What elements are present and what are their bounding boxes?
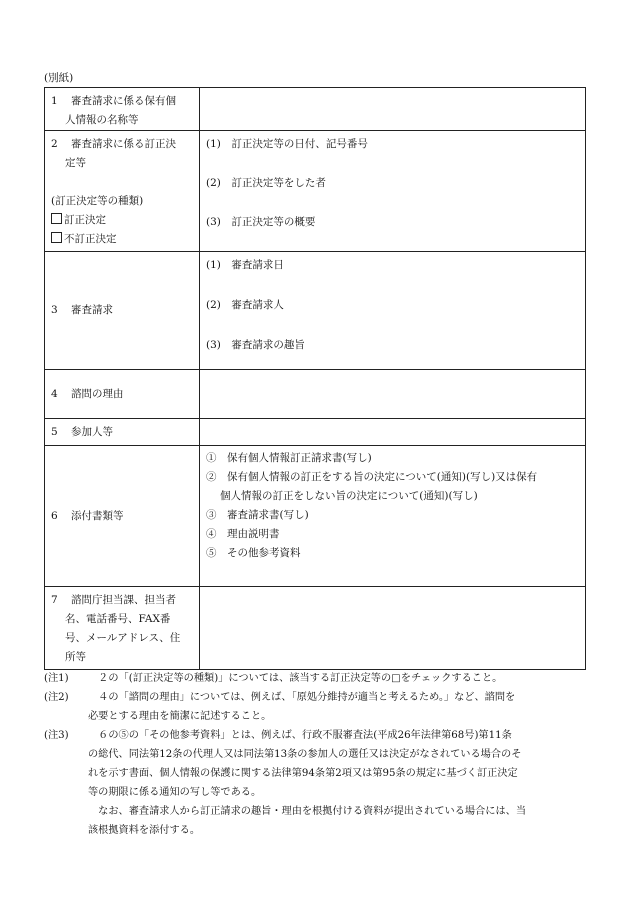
attachment-item: ① 保有個人情報訂正請求書(写し) [206,452,372,464]
row-label-line: 号、メールアドレス、住 [65,632,181,644]
row-number: 5 [51,425,58,438]
checkbox-non-correction-decision[interactable]: 不訂正決定 [51,230,193,249]
row-3-value-cell[interactable] [200,252,586,370]
table-row [45,446,586,587]
attachment-item: 個人情報の訂正をしない旨の決定について(通知)(写し) [220,490,478,502]
row-label-line: 審査請求に係る訂正決 [71,138,176,150]
row-label-line: 諮問の理由 [71,387,124,400]
row-number: 3 [51,304,58,316]
attachment-item: ② 保有個人情報の訂正をする旨の決定について(通知)(写し)又は保有 [206,471,538,483]
row-number: 7 [51,594,58,606]
table-row [45,419,586,446]
row-label-line: 参加人等 [71,425,113,438]
row-7-label-cell [45,587,200,670]
row-1-label-cell [45,88,200,131]
attachment-item: ③ 審査請求書(写し) [206,509,309,521]
row-6-label-cell [45,446,200,587]
row-label-line: 所等 [65,651,86,663]
checkbox-icon[interactable] [51,232,62,243]
row-label-line: 定等 [65,157,86,169]
attachment-label: (別紙) [44,72,74,84]
row-number: 4 [51,387,58,400]
row-label-line: 人情報の名称等 [65,114,139,126]
notes-section [44,669,590,840]
decision-type-heading: (訂正決定等の種類) [51,195,144,207]
row-number: 2 [51,138,58,150]
attachment-item: ④ 理由説明書 [206,528,280,540]
row-5-value-cell[interactable] [200,419,586,446]
attachment-item: ⑤ その他参考資料 [206,547,301,559]
sub-item: (3) 訂正決定等の概要 [206,216,316,228]
row-6-value-cell[interactable] [200,446,586,587]
sub-item: (3) 審査請求の趣旨 [206,339,305,351]
sub-item: (1) 訂正決定等の日付、記号番号 [206,138,368,150]
row-4-value-cell[interactable] [200,370,586,419]
row-label-line: 審査請求に係る保有個 [71,95,176,107]
review-request-form-table [44,87,586,670]
row-3-label-cell [45,252,200,370]
row-1-value-cell[interactable] [200,88,586,131]
row-number: 6 [51,509,58,522]
sub-item: (1) 審査請求日 [206,259,284,271]
row-label-line: 審査請求 [71,304,113,316]
table-row [45,88,586,131]
checkbox-icon[interactable] [51,213,62,224]
row-label-line: 名、電話番号、FAX番 [65,613,171,625]
table-row [45,370,586,419]
row-label-line: 諮問庁担当課、担当者 [71,594,176,606]
table-row [45,587,586,670]
table-row [45,252,586,370]
note-1: (注1) ２の「(訂正決定等の種類)」については、該当する訂正決定等の□をチェックすること。 [44,673,503,684]
row-4-label-cell [45,370,200,419]
note-3: (注3) ６の⑤の「その他参考資料」とは、例えば、行政不服審査法(平成26年法律第68号)第11条 の総代、同法第12条の代理人又は同法第13条の参加人の選任又は決定がなされている場合のそ れを示す書面、個人情報の保護に関する法律第94条第2項又は第95条の規定に基づく訂正決定 等の期限に係る通知の写し等である。 なお、審査請求人から訂正請求の趣旨・理由を根拠付ける資料が提出されている場合には、当 該根拠資料を添付する。 [44,730,527,836]
row-2-value-cell[interactable] [200,131,586,252]
row-label-line: 添付書類等 [71,509,124,522]
table-row [45,131,586,252]
sub-item: (2) 審査請求人 [206,299,284,311]
sub-item: (2) 訂正決定等をした者 [206,177,326,189]
note-2: (注2) ４の「諮問の理由」については、例えば、「原処分維持が適当と考えるため。」など、諮問を 必要とする理由を簡潔に記述すること。 [44,692,516,722]
row-7-value-cell[interactable] [200,587,586,670]
row-5-label-cell [45,419,200,446]
checkbox-correction-decision[interactable]: 訂正決定 [51,211,193,230]
row-number: 1 [51,95,58,107]
row-2-label-cell [45,131,200,252]
